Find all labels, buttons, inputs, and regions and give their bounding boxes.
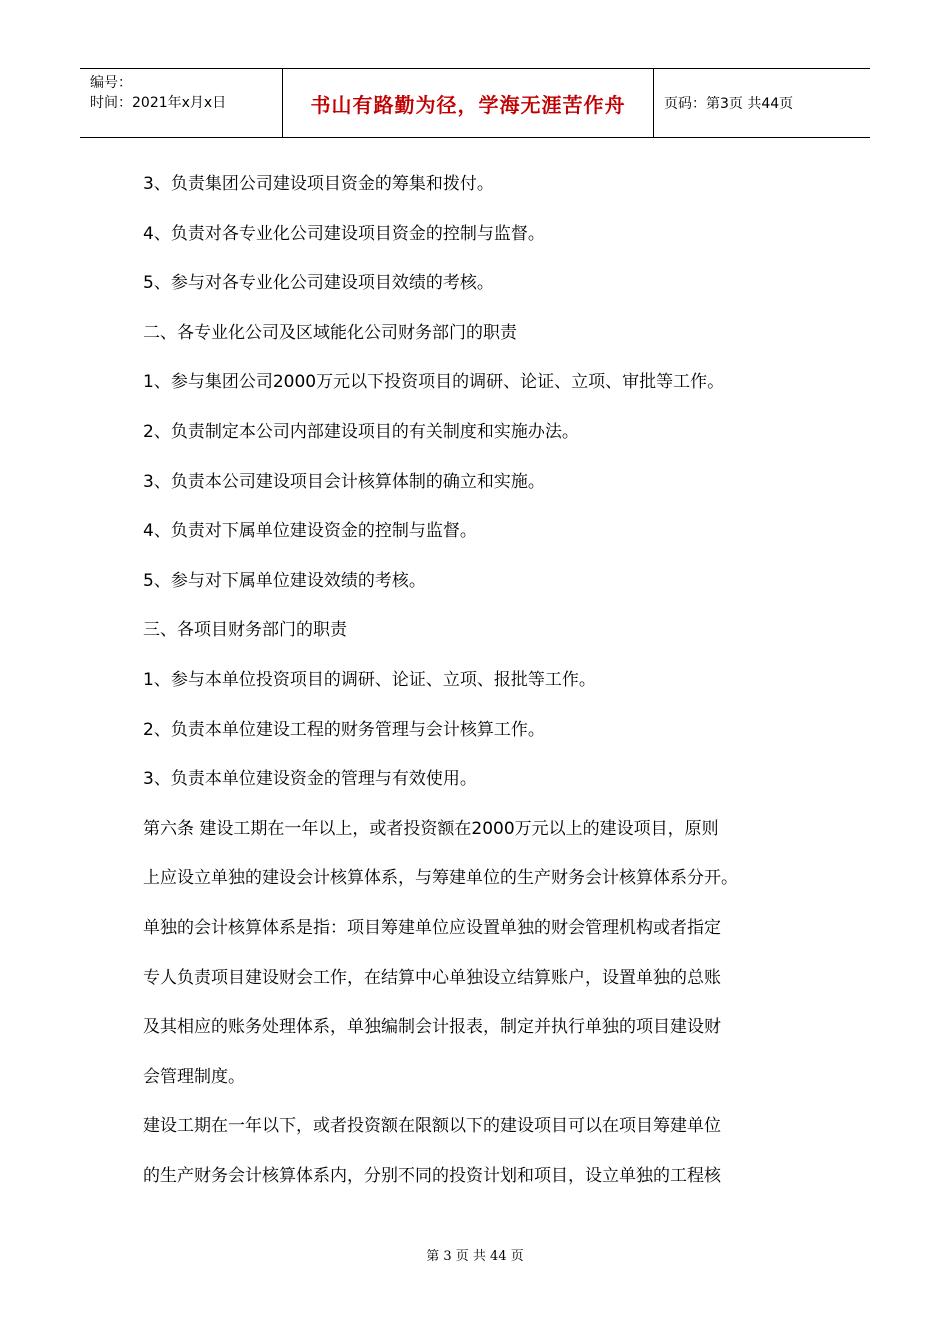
article-text: 及其相应的账务处理体系，单独编制会计报表，制定并执行单独的项目建设财 — [143, 1017, 721, 1038]
paragraph: 2、负责本单位建设工程的财务管理与会计核算工作。 — [143, 719, 545, 740]
header-motto: 书山有路勤为径，学海无涯苦作舟 — [282, 69, 654, 137]
paragraph: 4、负责对下属单位建设资金的控制与监督。 — [143, 521, 477, 542]
document-body — [143, 160, 813, 1201]
paragraph: 1、参与集团公司2000万元以下投资项目的调研、论证、立项、审批等工作。 — [143, 372, 725, 393]
header-meta — [80, 69, 282, 137]
article-text: 上应设立单独的建设会计核算体系，与筹建单位的生产财务会计核算体系分开。 — [143, 868, 738, 889]
article-text: 的生产财务会计核算体系内，分别不同的投资计划和项目，设立单独的工程核 — [143, 1165, 721, 1186]
paragraph: 5、参与对各专业化公司建设项目效绩的考核。 — [143, 273, 494, 294]
section-heading: 二、各专业化公司及区域能化公司财务部门的职责 — [143, 322, 517, 343]
article-text: 专人负责项目建设财会工作，在结算中心单独设立结算账户，设置单独的总账 — [143, 967, 721, 988]
header-number-label: 编号： — [90, 75, 132, 91]
document-header — [80, 68, 870, 138]
article-text: 第六条 建设工期在一年以上，或者投资额在2000万元以上的建设项目，原则 — [143, 818, 719, 839]
paragraph: 3、负责本公司建设项目会计核算体制的确立和实施。 — [143, 471, 545, 492]
paragraph: 3、负责本单位建设资金的管理与有效使用。 — [143, 769, 477, 790]
article-text: 会管理制度。 — [143, 1066, 245, 1087]
paragraph: 2、负责制定本公司内部建设项目的有关制度和实施办法。 — [143, 421, 579, 442]
paragraph: 4、负责对各专业化公司建设项目资金的控制与监督。 — [143, 223, 545, 244]
article-text: 建设工期在一年以下，或者投资额在限额以下的建设项目可以在项目筹建单位 — [143, 1116, 721, 1137]
paragraph: 3、负责集团公司建设项目资金的筹集和拨付。 — [143, 174, 494, 194]
paragraph: 5、参与对下属单位建设效绩的考核。 — [143, 570, 426, 591]
header-date-label: 时间：2021年x月x日 — [90, 95, 227, 111]
section-heading: 三、各项目财务部门的职责 — [143, 620, 347, 641]
header-page-label: 页码：第3页 共44页 — [664, 96, 794, 112]
page-footer: 第 3 页 共 44 页 — [426, 1249, 524, 1264]
paragraph: 1、参与本单位投资项目的调研、论证、立项、报批等工作。 — [143, 669, 596, 690]
article-text: 单独的会计核算体系是指：项目筹建单位应设置单独的财会管理机构或者指定 — [143, 917, 721, 938]
